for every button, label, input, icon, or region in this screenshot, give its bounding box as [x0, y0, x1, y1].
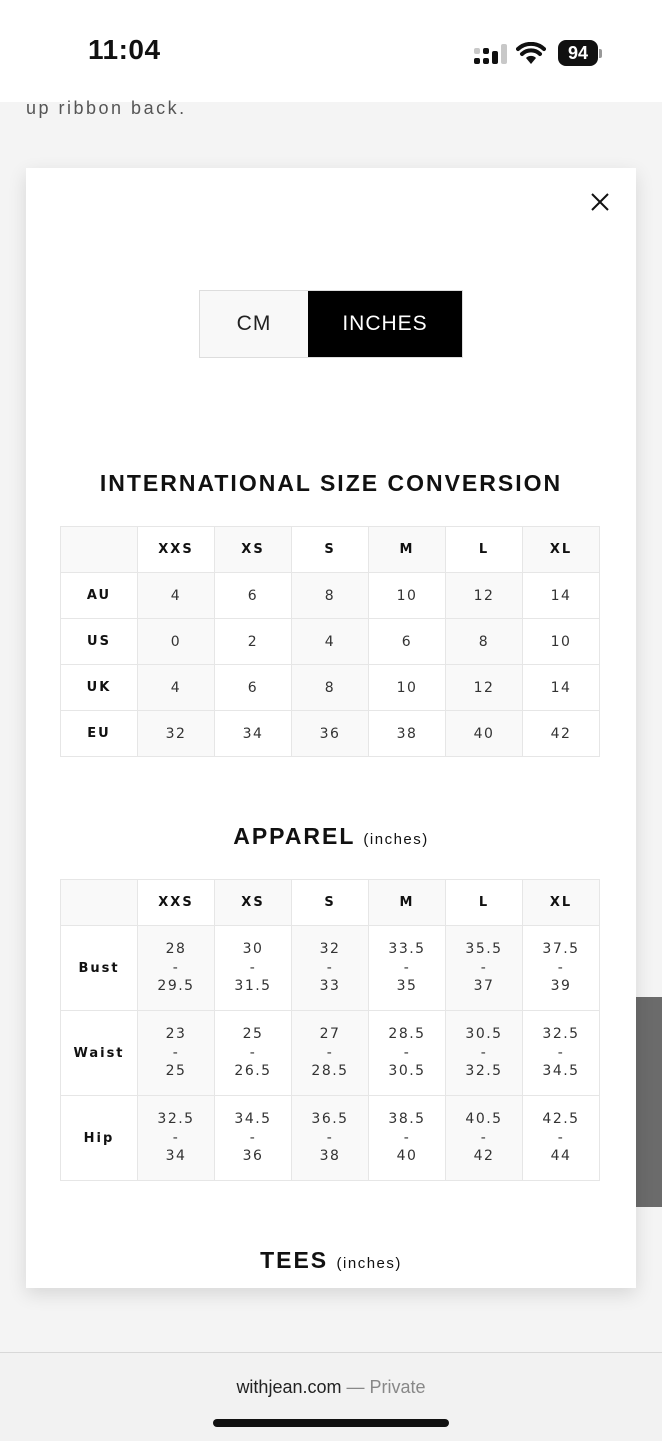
range-min: 30: [242, 941, 264, 958]
column-header: M: [369, 527, 446, 573]
row-header: US: [61, 619, 138, 665]
tees-title-text: TEES: [260, 1247, 329, 1273]
column-header: L: [446, 527, 523, 573]
range-dash: -: [326, 1044, 334, 1061]
close-icon[interactable]: [588, 190, 612, 214]
range-min: 37.5: [542, 941, 580, 958]
range-dash: -: [249, 1044, 257, 1061]
table-cell: [138, 926, 215, 1011]
table-cell: 12: [446, 573, 523, 619]
table-cell: [215, 1011, 292, 1096]
range-max: 31.5: [234, 978, 272, 995]
column-header: M: [369, 880, 446, 926]
range-max: 34.5: [542, 1063, 580, 1080]
table-cell: [292, 1096, 369, 1181]
table-cell: [292, 926, 369, 1011]
table-cell: 6: [215, 665, 292, 711]
background-product-image: [636, 997, 662, 1207]
range-dash: -: [403, 1044, 411, 1061]
range-dash: -: [403, 1129, 411, 1146]
range-max: 33: [319, 978, 341, 995]
table-row: [61, 926, 600, 1011]
browser-url-bar[interactable]: [0, 1352, 662, 1441]
range-max: 40: [396, 1148, 418, 1165]
column-header: XL: [523, 880, 600, 926]
battery-icon: [558, 40, 598, 66]
range-max: 36: [242, 1148, 264, 1165]
row-header: AU: [61, 573, 138, 619]
table-cell: [138, 1011, 215, 1096]
table-cell: [369, 1011, 446, 1096]
range-min: 40.5: [465, 1111, 503, 1128]
range-min: 36.5: [311, 1111, 349, 1128]
range-min: 42.5: [542, 1111, 580, 1128]
range-dash: -: [557, 1129, 565, 1146]
home-indicator[interactable]: [213, 1419, 449, 1427]
range-min: 32.5: [542, 1026, 580, 1043]
table-cell: [369, 926, 446, 1011]
range-max: 37: [473, 978, 495, 995]
table-cell: 4: [292, 619, 369, 665]
table-cell: [138, 1096, 215, 1181]
table-corner-cell: [61, 527, 138, 573]
range-dash: -: [326, 959, 334, 976]
cellular-signal-icon: [474, 44, 508, 66]
table-cell: [215, 926, 292, 1011]
table-cell: 42: [523, 711, 600, 757]
range-dash: -: [480, 959, 488, 976]
international-size-table: [60, 526, 600, 757]
column-header: XL: [523, 527, 600, 573]
table-cell: 14: [523, 573, 600, 619]
table-cell: 36: [292, 711, 369, 757]
range-max: 35: [396, 978, 418, 995]
range-min: 23: [165, 1026, 187, 1043]
range-min: 33.5: [388, 941, 426, 958]
range-dash: -: [557, 1044, 565, 1061]
tees-unit-label: (inches): [336, 1255, 402, 1272]
size-guide-modal: [26, 168, 636, 1288]
table-corner-cell: [61, 880, 138, 926]
column-header: L: [446, 880, 523, 926]
apparel-title: [26, 823, 636, 850]
table-cell: [446, 926, 523, 1011]
table-cell: [523, 1011, 600, 1096]
table-cell: 8: [446, 619, 523, 665]
range-max: 38: [319, 1148, 341, 1165]
row-header: Bust: [61, 926, 138, 1011]
range-dash: -: [172, 959, 180, 976]
range-max: 32.5: [465, 1063, 503, 1080]
table-cell: 6: [369, 619, 446, 665]
range-min: 28.5: [388, 1026, 426, 1043]
table-row: [61, 1011, 600, 1096]
range-max: 29.5: [157, 978, 195, 995]
url-display[interactable]: [0, 1377, 662, 1398]
range-dash: -: [172, 1129, 180, 1146]
range-max: 28.5: [311, 1063, 349, 1080]
table-row: [61, 619, 600, 665]
table-row: [61, 711, 600, 757]
range-dash: -: [172, 1044, 180, 1061]
table-cell: 10: [523, 619, 600, 665]
table-cell: 40: [446, 711, 523, 757]
table-cell: [446, 1011, 523, 1096]
table-cell: [215, 1096, 292, 1181]
range-dash: -: [480, 1044, 488, 1061]
range-dash: -: [403, 959, 411, 976]
row-header: Waist: [61, 1011, 138, 1096]
private-mode-label: Private: [369, 1377, 426, 1397]
status-time: 11:04: [88, 34, 161, 65]
table-cell: 38: [369, 711, 446, 757]
table-cell: 12: [446, 665, 523, 711]
range-min: 32.5: [157, 1111, 195, 1128]
table-cell: [523, 926, 600, 1011]
table-row: [61, 1096, 600, 1181]
range-min: 30.5: [465, 1026, 503, 1043]
range-min: 32: [319, 941, 341, 958]
table-cell: 4: [138, 573, 215, 619]
column-header: XS: [215, 880, 292, 926]
column-header: S: [292, 880, 369, 926]
table-cell: 8: [292, 573, 369, 619]
column-header: XS: [215, 527, 292, 573]
apparel-size-table: [60, 879, 600, 1181]
table-cell: 2: [215, 619, 292, 665]
apparel-unit-label: (inches): [363, 831, 429, 848]
row-header: EU: [61, 711, 138, 757]
table-cell: [292, 1011, 369, 1096]
table-header-row: [61, 880, 600, 926]
range-min: 25: [242, 1026, 264, 1043]
range-dash: -: [249, 959, 257, 976]
table-cell: 8: [292, 665, 369, 711]
range-min: 27: [319, 1026, 341, 1043]
table-cell: [446, 1096, 523, 1181]
table-cell: 6: [215, 573, 292, 619]
range-min: 34.5: [234, 1111, 272, 1128]
table-row: [61, 665, 600, 711]
table-cell: [369, 1096, 446, 1181]
range-max: 34: [165, 1148, 187, 1165]
range-min: 35.5: [465, 941, 503, 958]
row-header: UK: [61, 665, 138, 711]
range-max: 26.5: [234, 1063, 272, 1080]
table-cell: 14: [523, 665, 600, 711]
tees-title: [26, 1247, 636, 1274]
table-cell: 10: [369, 573, 446, 619]
range-max: 30.5: [388, 1063, 426, 1080]
table-cell: [523, 1096, 600, 1181]
column-header: S: [292, 527, 369, 573]
range-max: 25: [165, 1063, 187, 1080]
table-cell: 34: [215, 711, 292, 757]
range-dash: -: [249, 1129, 257, 1146]
range-max: 42: [473, 1148, 495, 1165]
inches-button[interactable]: INCHES: [308, 291, 462, 357]
range-min: 38.5: [388, 1111, 426, 1128]
battery-level: 94: [567, 43, 589, 63]
range-max: 39: [550, 978, 572, 995]
table-row: [61, 573, 600, 619]
range-dash: -: [480, 1129, 488, 1146]
table-cell: 0: [138, 619, 215, 665]
table-cell: 10: [369, 665, 446, 711]
range-dash: -: [557, 959, 565, 976]
table-cell: 4: [138, 665, 215, 711]
range-min: 28: [165, 941, 187, 958]
column-header: XXS: [138, 527, 215, 573]
unit-toggle: [199, 290, 463, 358]
international-title: INTERNATIONAL SIZE CONVERSION: [99, 470, 563, 496]
background-description-text: up ribbon back.: [26, 98, 187, 118]
row-header: Hip: [61, 1096, 138, 1181]
column-header: XXS: [138, 880, 215, 926]
table-cell: 32: [138, 711, 215, 757]
url-separator: —: [346, 1377, 365, 1397]
range-max: 44: [550, 1148, 572, 1165]
cm-button[interactable]: CM: [200, 291, 308, 357]
url-domain: withjean.com: [236, 1377, 342, 1397]
status-bar: [0, 0, 662, 102]
table-header-row: [61, 527, 600, 573]
range-dash: -: [326, 1129, 334, 1146]
wifi-icon: [516, 42, 546, 66]
apparel-title-text: APPAREL: [233, 823, 356, 849]
